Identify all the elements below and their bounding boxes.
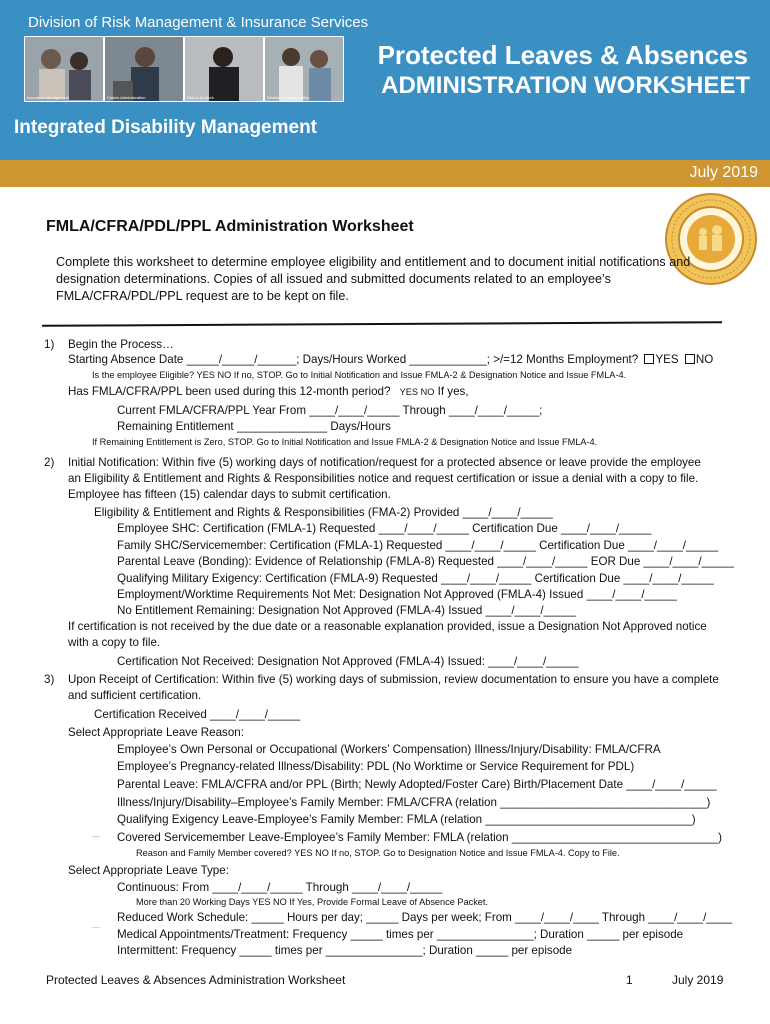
- initial-notification-line1: Initial Notification: Within five (5) working days of notification/request for a protected absence or leave provide the employee: [68, 456, 701, 469]
- military-exigency-row: Qualifying Military Exigency: Certification (FMLA-9) Requested ____/____/_____ Certification Due ____/____/_____: [117, 572, 714, 585]
- step-number: 3): [44, 673, 55, 686]
- family-shc-row: Family SHC/Servicemember: Certification (FMLA-1) Requested ____/____/_____ Certification Due ____/____/_____: [117, 539, 719, 552]
- starting-absence-row: [68, 353, 713, 366]
- step1-heading: Begin the Process…: [68, 338, 174, 351]
- header-date: July 2019: [689, 164, 758, 181]
- divider-rule: [42, 321, 722, 327]
- leave-reason-heading: Select Appropriate Leave Reason:: [68, 726, 244, 739]
- working-days-question: More than 20 Working Days YES NO If Yes, Provide Formal Leave of Absence Packet.: [136, 897, 489, 907]
- used-period-question: Has FMLA/CFRA/PPL been used during this 12-month period?: [68, 385, 391, 398]
- used-period-options: YES NO: [399, 387, 435, 397]
- dash-mark: —: [92, 923, 100, 932]
- page-subtitle: Integrated Disability Management: [14, 117, 318, 138]
- photo-claims-administration: [104, 36, 184, 102]
- footer-title: Protected Leaves & Absences Administration Worksheet: [46, 973, 346, 987]
- eligible-question: Is the employee Eligible? YES NO If no, STOP. Go to Initial Notification and Issue FMLA-2 & Designation Notice and Issue FMLA-4.: [92, 370, 627, 380]
- dash-mark: —: [92, 832, 100, 841]
- remaining-zero-note: If Remaining Entitlement is Zero, STOP. Go to Initial Notification and Issue FMLA-2 & Designation Notice and Issue FMLA-4.: [92, 437, 598, 447]
- employment-no-label: NO: [695, 353, 714, 366]
- reason-exigency: Qualifying Exigency Leave-Employee’s Family Member: FMLA (relation ________________________________): [117, 813, 696, 826]
- worksheet-title: FMLA/CFRA/PDL/PPL Administration Worksheet: [46, 218, 414, 235]
- used-period-row: [68, 385, 469, 398]
- page-title-line2: ADMINISTRATION WORKSHEET: [381, 72, 750, 99]
- photo-workers-compensation: [264, 36, 344, 102]
- initial-notification-line3: Employee has fifteen (15) calendar days to submit certification.: [68, 488, 391, 501]
- footer-date: July 2019: [672, 973, 724, 987]
- remaining-entitlement-row: Remaining Entitlement ______________ Days/Hours: [117, 420, 391, 433]
- photo-caption: Claims Administration: [107, 95, 146, 100]
- photo-insurance-management: [24, 36, 104, 102]
- initial-notification-line2: an Eligibility & Entitlement and Rights & Responsibilities notice and request certification or issue a denial with a copy to file.: [68, 472, 699, 485]
- photo-return-to-work: [184, 36, 264, 102]
- leave-type-heading: Select Appropriate Leave Type:: [68, 864, 229, 877]
- worksheet-intro: Complete this worksheet to determine employee eligibility and entitlement and to document initial notifications and designation determinations. Copies of all issued and submitted documents related to an employee’s FMLA/CFRA/PDL/PPL request are to be kept on file.: [56, 255, 691, 303]
- photo-caption: Workers' Compensation: [267, 95, 310, 100]
- receipt-line1: Upon Receipt of Certification: Within five (5) working days of submission, review documentation to ensure you have a complete: [68, 673, 719, 686]
- division-name: Division of Risk Management & Insurance Services: [28, 14, 369, 31]
- type-reduced-schedule: Reduced Work Schedule: _____ Hours per day; _____ Days per week; From ____/____/____ Through ____/____/____: [117, 911, 733, 924]
- step-number: 2): [44, 456, 55, 469]
- employment-yes-checkbox[interactable]: [644, 354, 654, 364]
- reason-parental: Parental Leave: FMLA/CFRA and/or PPL (Birth; Newly Adopted/Foster Care) Birth/Placement Date ____/____/_____: [117, 778, 717, 791]
- fma2-provided-row: Eligibility & Entitlement and Rights & Responsibilities (FMA-2) Provided ____/____/_____: [94, 506, 553, 519]
- reason-pregnancy: Employee’s Pregnancy-related Illness/Disability: PDL (No Worktime or Service Requirement for PDL): [117, 760, 635, 773]
- cert-not-received-line2: with a copy to file.: [68, 636, 161, 649]
- type-continuous: Continuous: From ____/____/_____ Through ____/____/_____: [117, 881, 443, 894]
- reason-family-illness: Illness/Injury/Disability–Employee’s Family Member: FMLA/CFRA (relation ________________________________): [117, 796, 711, 809]
- employee-shc-row: Employee SHC: Certification (FMLA-1) Requested ____/____/_____ Certification Due ____/____/_____: [117, 522, 652, 535]
- cert-not-received-line1: If certification is not received by the due date or a reasonable explanation provided, issue a Designation Not Approved notice: [68, 620, 707, 633]
- starting-absence-text: Starting Absence Date _____/_____/______; Days/Hours Worked ____________; >/=12 Months Employment?: [68, 353, 639, 366]
- photo-caption: Return to Work: [187, 95, 214, 100]
- employment-yes-label: YES: [655, 353, 679, 366]
- reason-own-illness: Employee’s Own Personal or Occupational (Workers’ Compensation) Illness/Injury/Disability: FMLA/CFRA: [117, 743, 661, 756]
- cert-not-received-row: Certification Not Received: Designation Not Approved (FMLA-4) Issued: ____/____/_____: [117, 655, 579, 668]
- reason-covered-question: Reason and Family Member covered? YES NO If no, STOP. Go to Designation Notice and Issue FMLA-4. Copy to File.: [136, 848, 620, 858]
- requirements-not-met-row: Employment/Worktime Requirements Not Met: Designation Not Approved (FMLA-4) Issued ____/____/_____: [117, 588, 677, 601]
- parental-leave-row: Parental Leave (Bonding): Evidence of Relationship (FMLA-8) Requested ____/____/_____ EOR Due ____/____/_____: [117, 555, 734, 568]
- used-period-ifyes: If yes,: [437, 385, 469, 398]
- step-number: 1): [44, 338, 55, 351]
- receipt-line2: and sufficient certification.: [68, 689, 202, 702]
- certification-received-row: Certification Received ____/____/_____: [94, 708, 301, 721]
- photo-caption: Insurance Management: [27, 95, 70, 100]
- type-medical-appointments: Medical Appointments/Treatment: Frequency _____ times per _______________; Duration _____ per episode: [117, 928, 684, 941]
- page-title-line1: Protected Leaves & Absences: [377, 40, 748, 70]
- reason-servicemember: Covered Servicemember Leave-Employee’s Family Member: FMLA (relation ________________________________): [117, 831, 722, 844]
- employment-no-checkbox[interactable]: [685, 354, 695, 364]
- no-entitlement-row: No Entitlement Remaining: Designation Not Approved (FMLA-4) Issued ____/____/_____: [117, 604, 576, 617]
- header-photos: [24, 36, 342, 108]
- date-band: [0, 160, 770, 187]
- type-intermittent: Intermittent: Frequency _____ times per _______________; Duration _____ per episode: [117, 944, 573, 957]
- current-year-row: Current FMLA/CFRA/PPL Year From ____/____/_____ Through ____/____/_____;: [117, 404, 543, 417]
- footer-page-number: 1: [626, 973, 633, 987]
